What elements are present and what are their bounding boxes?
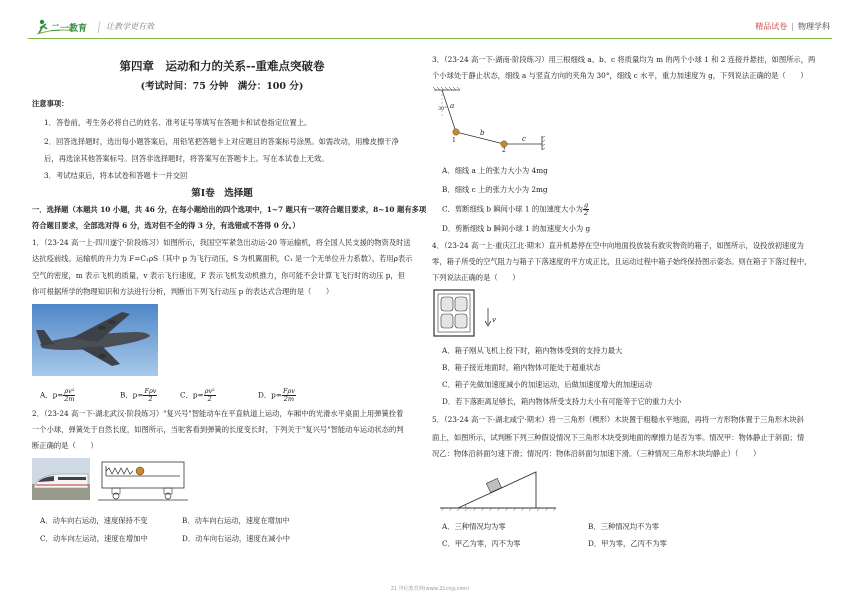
q2-line-2: 一个小球，弹簧处于自然长度，如图所示，当驼客看到弹簧的长度变长时，下列关于"复兴号"智能动车运动状态的判 xyxy=(32,425,404,434)
q2-option-a[interactable]: A．动车向右运动，速度保持不变 xyxy=(40,516,148,525)
q5-option-b[interactable]: B．三种情况均不为零 xyxy=(588,522,660,531)
q3-option-d[interactable]: D．剪断细线 b 瞬间小球 1 的加速度大小为 g xyxy=(442,224,591,233)
q2-option-b[interactable]: B．动车向右运动，速度在增加中 xyxy=(182,516,290,525)
q5-line-2: 面上，如图所示，试判断下列三种假设情况下三角形木块受到地面的摩擦力是否为零。情况甲：物体静止于斜面；情 xyxy=(432,433,805,442)
q2-line-1: 2．（23-24 高一下·湖北武汉·阶段练习）"复兴号"智能动车在平直轨道上运动，车厢中的光滑水平桌面上用弹簧拴着 xyxy=(32,409,404,418)
q1-option-b-den: 2 xyxy=(148,395,153,403)
notes-item-1: 1．答卷前，考生务必将自己的姓名、准考证号等填写在答题卡和试卷指定位置上。 xyxy=(44,118,312,127)
q4-option-a[interactable]: A．箱子刚从飞机上投下时，箱内物体受到的支持力最大 xyxy=(442,346,623,355)
q1-option-d[interactable] xyxy=(258,388,296,403)
q5-line-3: 况乙：物体沿斜面匀速下滑；情况丙：物体沿斜面匀加速下滑。（三种情况三角形木块均静止）（ ） xyxy=(432,449,761,458)
q1-option-b[interactable] xyxy=(120,388,157,403)
q1-airplane-photo xyxy=(32,304,158,376)
q3-line-1: 3．（23-24 高一下·湖南·阶段练习）用三根细线 a、b、c 将质量均为 m 的两个小球 1 和 2 连接并悬挂，如图所示，两 xyxy=(432,55,816,64)
q5-option-a[interactable]: A．三种情况均为零 xyxy=(442,522,506,531)
q5-option-d[interactable]: D．甲为零，乙丙不为零 xyxy=(588,539,667,548)
q1-line-2: 达抗疫前线。运输机的升力为 F=C₁ρS（其中 p 为飞行动压，S 为机翼面积，C₁ 是一个无单位升力系数）。若用ρ表示 xyxy=(32,254,413,263)
q3-option-b[interactable]: B．细线 c 上的张力大小为 2mg xyxy=(442,185,548,194)
header-brand: 精品试卷 xyxy=(755,22,788,31)
notes-item-3: 3．考试结束后，将本试卷和答题卡一并交回 xyxy=(44,171,188,180)
q1-option-b-num: Fρv xyxy=(144,387,157,395)
q1-option-a-num: ρv² xyxy=(64,387,75,395)
q3-label-b: b xyxy=(480,129,485,137)
q2-option-c[interactable]: C．动车向左运动，速度在增加中 xyxy=(40,534,148,543)
q1-option-a[interactable] xyxy=(40,388,75,403)
header-right xyxy=(755,21,830,32)
q4-option-b[interactable]: B．箱子接近地面时，箱内物体可能处于超重状态 xyxy=(442,363,601,372)
section-title: 第Ⅰ卷 选择题 xyxy=(191,188,253,199)
notes-item-2-cont: 后，再选涂其他答案标号。回答非选择题时，将答案写在答题卡上。写在本试卷上无效。 xyxy=(44,154,329,163)
q5-line-1: 5．（23-24 高一下·湖北咸宁·期末）将一三角形（楔形）木块置于粗糙水平地面，再将一方形物体置于三角形木块斜 xyxy=(432,415,804,424)
notes-heading: 注意事项： xyxy=(32,99,69,108)
q1-line-4: 你可根据所学的物理知识和方法进行分析，判断出下列飞行动压 p 的表达式合理的是（ ） xyxy=(32,287,334,296)
q4-option-c[interactable]: C．箱子先做加速度减小的加速运动，后做加速度增大的加速运动 xyxy=(442,380,652,389)
header-separator: | xyxy=(791,22,794,31)
q1-option-d-label: D．p= xyxy=(258,390,282,400)
q4-line-3: 下列说法正确的是（ ） xyxy=(432,273,520,282)
q1-option-c-den: 2 xyxy=(207,395,212,403)
q3-option-c-den: 2 xyxy=(583,209,589,217)
header-slogan: 让教学更有效 xyxy=(106,22,154,31)
q1-option-d-den: 2m xyxy=(283,395,295,403)
q3-line-2: 个小球处于静止状态，细线 a 与竖直方向的夹角为 30°，细线 c 水平，重力加速度为 g，下列说法正确的是（ ） xyxy=(432,71,808,80)
header-rule xyxy=(28,38,832,39)
header-subject: 物理学科 xyxy=(798,22,830,31)
q3-option-a[interactable]: A．细线 a 上的张力大小为 4mg xyxy=(442,166,548,175)
q1-option-c-label: C．p= xyxy=(180,390,204,400)
q1-option-d-fraction xyxy=(282,388,296,403)
q3-option-c[interactable] xyxy=(442,202,589,217)
q1-option-a-fraction xyxy=(63,388,75,403)
q3-label-a: a xyxy=(450,102,455,110)
q5-wedge-diagram xyxy=(440,466,560,512)
q3-option-c-num: g xyxy=(583,201,589,209)
q3-label-ball2: 2 xyxy=(502,147,506,152)
q3-label-c: c xyxy=(522,135,526,143)
section-instruction-2: 符合题目要求，全部选对得 6 分，选对但不全的得 3 分，有选错或不答得 0 分。） xyxy=(32,221,300,230)
q3-string-diagram xyxy=(430,86,550,152)
q1-option-c-fraction xyxy=(204,388,216,403)
q1-option-b-fraction xyxy=(143,388,157,403)
exam-title: 第四章 运动和力的关系--重难点突破卷 xyxy=(119,59,325,73)
q3-option-c-text: C．剪断细线 b 瞬间小球 1 的加速度大小为 xyxy=(442,204,583,214)
q5-option-c[interactable]: C．甲乙为零，丙不为零 xyxy=(442,539,521,548)
q2-spring-diagram xyxy=(98,458,188,502)
q4-box-diagram xyxy=(432,288,502,338)
q1-option-c-num: ρv² xyxy=(204,387,215,395)
q1-option-a-label: A．p= xyxy=(40,390,64,400)
q3-label-angle: 30° xyxy=(438,106,447,112)
q4-line-2: 零，箱子所受的空气阻力与箱子下落速度的平方成正比，且运动过程中箱子始终保持图示姿态。则在箱子下落过程中， xyxy=(432,257,812,266)
q1-option-a-den: 2m xyxy=(64,395,75,403)
q4-label-v: v xyxy=(492,316,496,324)
q3-label-ball1: 1 xyxy=(452,137,456,144)
page-footer: 21 世纪教育网(www.21cnjy.com) xyxy=(390,586,470,592)
q2-train-photo xyxy=(32,458,90,500)
q1-line-1: 1．（23-24 高一上·四川遂宁·阶段练习）如图所示，我国空军紧急出动运-20 等运输机，将全国人民支援的物资及时送 xyxy=(32,238,411,247)
q3-option-c-fraction xyxy=(583,202,589,217)
q2-option-d[interactable]: D．动车向右运动，速度在减小中 xyxy=(182,534,291,543)
q1-line-3: 空气的密度，m 表示飞机的质量，v 表示飞行速度，F 表示飞机发动机推力，你可能不会计算飞飞行时的动压 p，但 xyxy=(32,271,406,280)
logo-text: 二一教育 xyxy=(51,24,88,34)
section-instruction-1: 一．选择题（本题共 10 小题，共 46 分，在每小题给出的四个选项中，1~7 题只有一项符合题目要求，8~10 题有多项 xyxy=(32,205,427,214)
q4-line-1: 4．（23-24 高一上·重庆江北·期末）直升机悬停在空中向地面投放装有救灾物资的箱子，如图所示，设投放初速度为 xyxy=(432,241,804,250)
q1-option-c[interactable] xyxy=(180,388,216,403)
q2-line-3: 断正确的是（ ） xyxy=(32,441,98,450)
q1-option-d-num: Fρv xyxy=(282,387,295,395)
exam-subtitle: (考试时间：75 分钟 满分：100 分) xyxy=(140,81,304,92)
q1-option-b-label: B．p= xyxy=(120,390,144,400)
q4-option-d[interactable]: D．若下落距离足够长，箱内物体所受支持力大小有可能等于它的重力大小 xyxy=(442,397,682,406)
notes-item-2: 2．回答选择题时，选出每小题答案后，用铅笔把答题卡上对应题目的答案标号涂黑。如需改动，用橡皮擦干净 xyxy=(44,137,399,146)
